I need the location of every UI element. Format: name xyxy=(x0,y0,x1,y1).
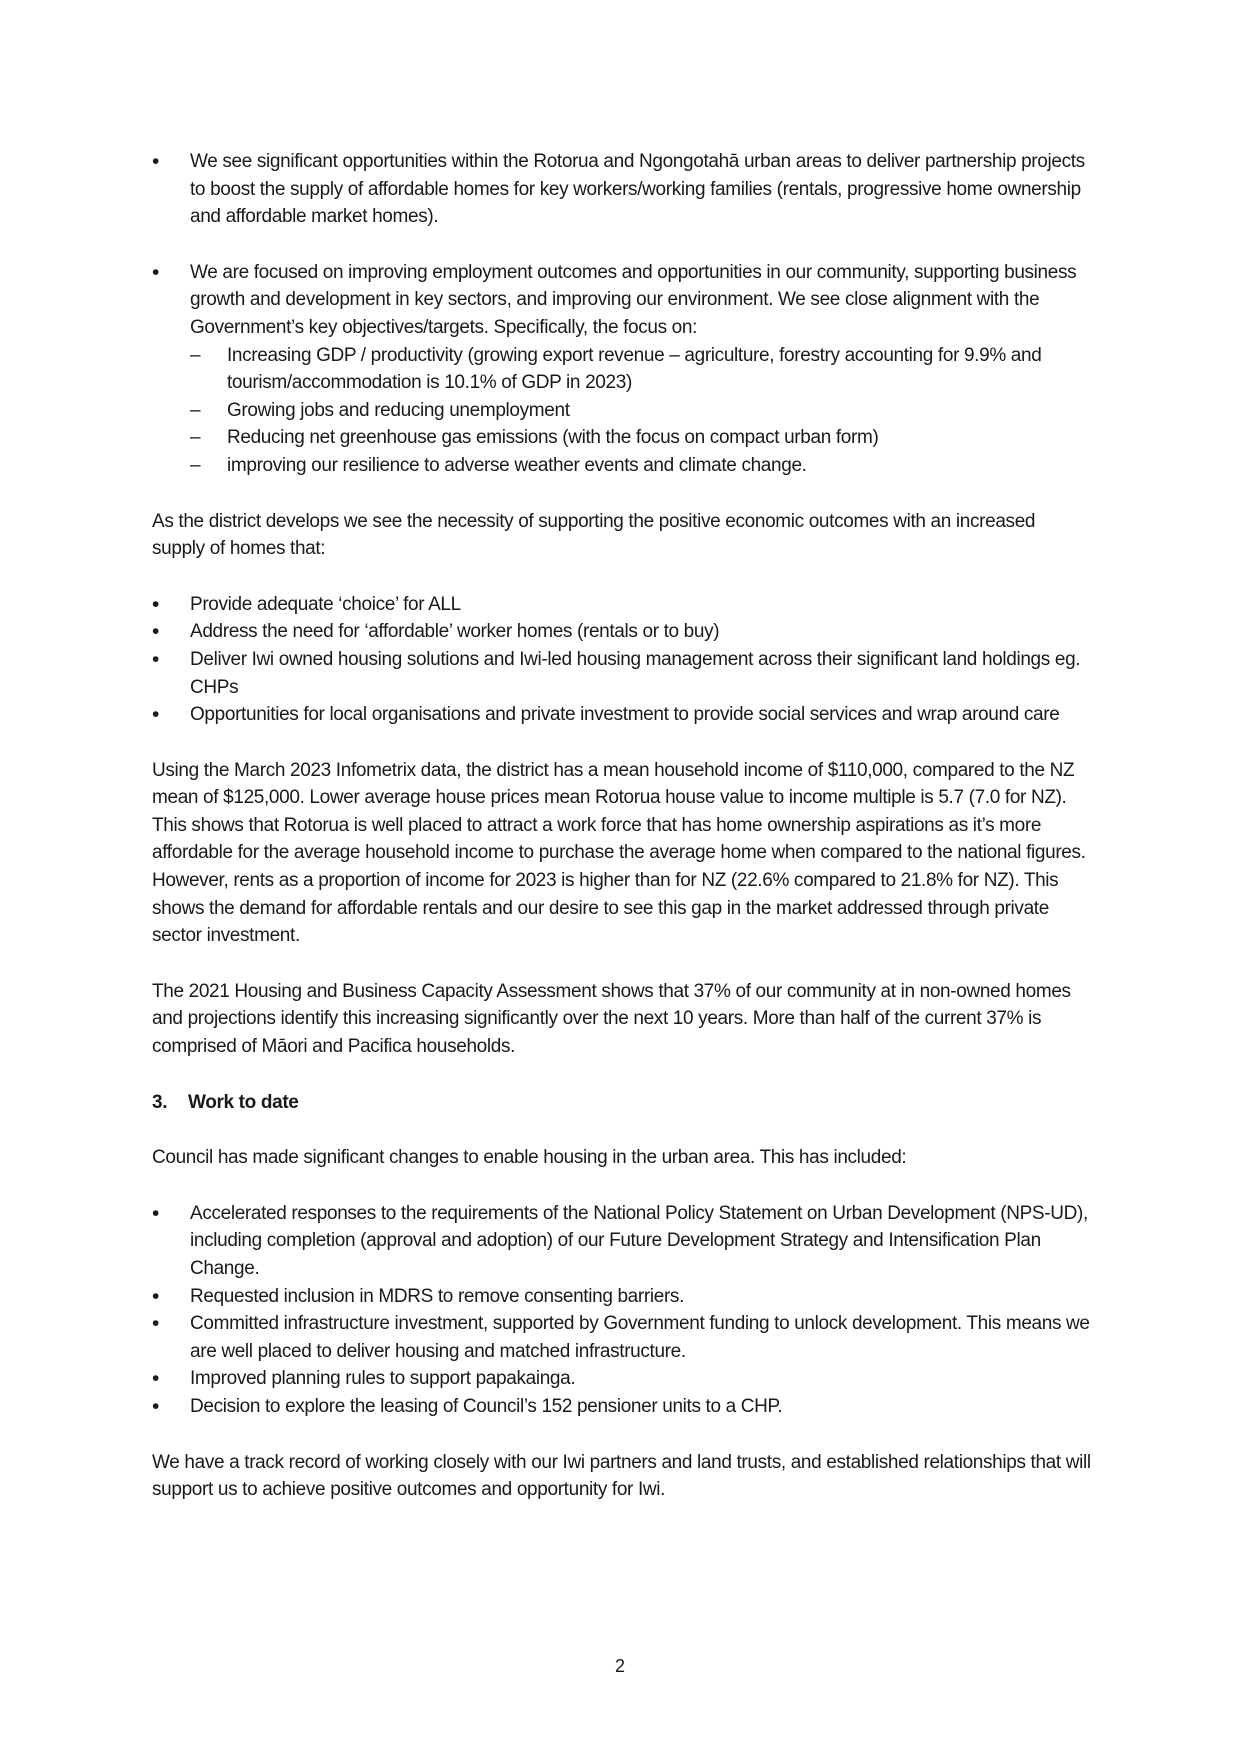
focus-item: – Reducing net greenhouse gas emissions (with the focus on compact urban form) xyxy=(152,424,1092,452)
focus-item: – Growing jobs and reducing unemployment xyxy=(152,397,1092,425)
focus-item: – improving our resilience to adverse weather events and climate change. xyxy=(152,452,1092,480)
paragraph-income: Using the March 2023 Infometrix data, the district has a mean household income of $110,000, compared to the NZ mean of $125,000. Lower average house prices mean Rotorua house value to income multiple is 5.7 (7.0 for NZ). This shows that Rotorua is well placed to attract a work force that has home ownership aspirations as it’s more affordable for the average household income to purchase the average home when compared to the national figures. However, rents as a proportion of income for 2023 is higher than for NZ (22.6% compared to 21.8% for NZ). This shows the demand for affordable rentals and our desire to see this gap in the market addressed through private sector investment. xyxy=(152,759,1086,947)
bullet-item: • Requested inclusion in MDRS to remove consenting barriers. xyxy=(152,1283,1092,1311)
bullet-item: • Improved planning rules to support papakainga. xyxy=(152,1365,1092,1393)
bullet-item: • We are focused on improving employment outcomes and opportunities in our community, supporting business growth and development in key sectors, and improving our environment. We see close alignment with the Government’s key objectives/targets. Specifically, the focus on: xyxy=(152,259,1092,342)
bullet-item: • Committed infrastructure investment, supported by Government funding to unlock development. This means we are well placed to deliver housing and matched infrastructure. xyxy=(152,1310,1092,1365)
bullet-item: • We see significant opportunities within the Rotorua and Ngongotahā urban areas to deliver partnership projects to boost the supply of affordable homes for key workers/working families (rentals, progressive home ownership and affordable market homes). xyxy=(152,148,1092,231)
document-page xyxy=(152,148,1092,1504)
bullet-item: • Accelerated responses to the requirements of the National Policy Statement on Urban Development (NPS-UD), including completion (approval and adoption) of our Future Development Strategy and Intensification Plan Change. xyxy=(152,1200,1092,1283)
paragraph-track-record: We have a track record of working closely with our Iwi partners and land trusts, and established relationships that will support us to achieve positive outcomes and opportunity for Iwi. xyxy=(152,1451,1091,1501)
bullet-item: • Provide adequate ‘choice’ for ALL xyxy=(152,591,1092,619)
bullet-item: • Address the need for ‘affordable’ worker homes (rentals or to buy) xyxy=(152,618,1092,646)
section-heading xyxy=(152,1089,1092,1117)
page-number: 2 xyxy=(614,1656,625,1676)
paragraph-district: As the district develops we see the necessity of supporting the positive economic outcomes with an increased supply of homes that: xyxy=(152,510,1036,560)
focus-item: – Increasing GDP / productivity (growing export revenue – agriculture, forestry accounting for 9.9% and tourism/accommodation is 10.1% of GDP in 2023) xyxy=(152,342,1092,397)
bullet-item: • Deliver Iwi owned housing solutions and Iwi-led housing management across their significant land holdings eg. CHPs xyxy=(152,646,1092,701)
section-title: Work to date xyxy=(188,1091,299,1113)
bullet-item: • Opportunities for local organisations and private investment to provide social services and wrap around care xyxy=(152,701,1092,729)
bullet-item: • Decision to explore the leasing of Council’s 152 pensioner units to a CHP. xyxy=(152,1393,1092,1421)
paragraph-council: Council has made significant changes to enable housing in the urban area. This has included: xyxy=(152,1147,907,1169)
section-number: 3. xyxy=(152,1091,168,1113)
paragraph-hbca: The 2021 Housing and Business Capacity Assessment shows that 37% of our community at in non-owned homes and projections identify this increasing significantly over the next 10 years. More than half of the current 37% is comprised of Māori and Pacifica households. xyxy=(152,980,1071,1058)
